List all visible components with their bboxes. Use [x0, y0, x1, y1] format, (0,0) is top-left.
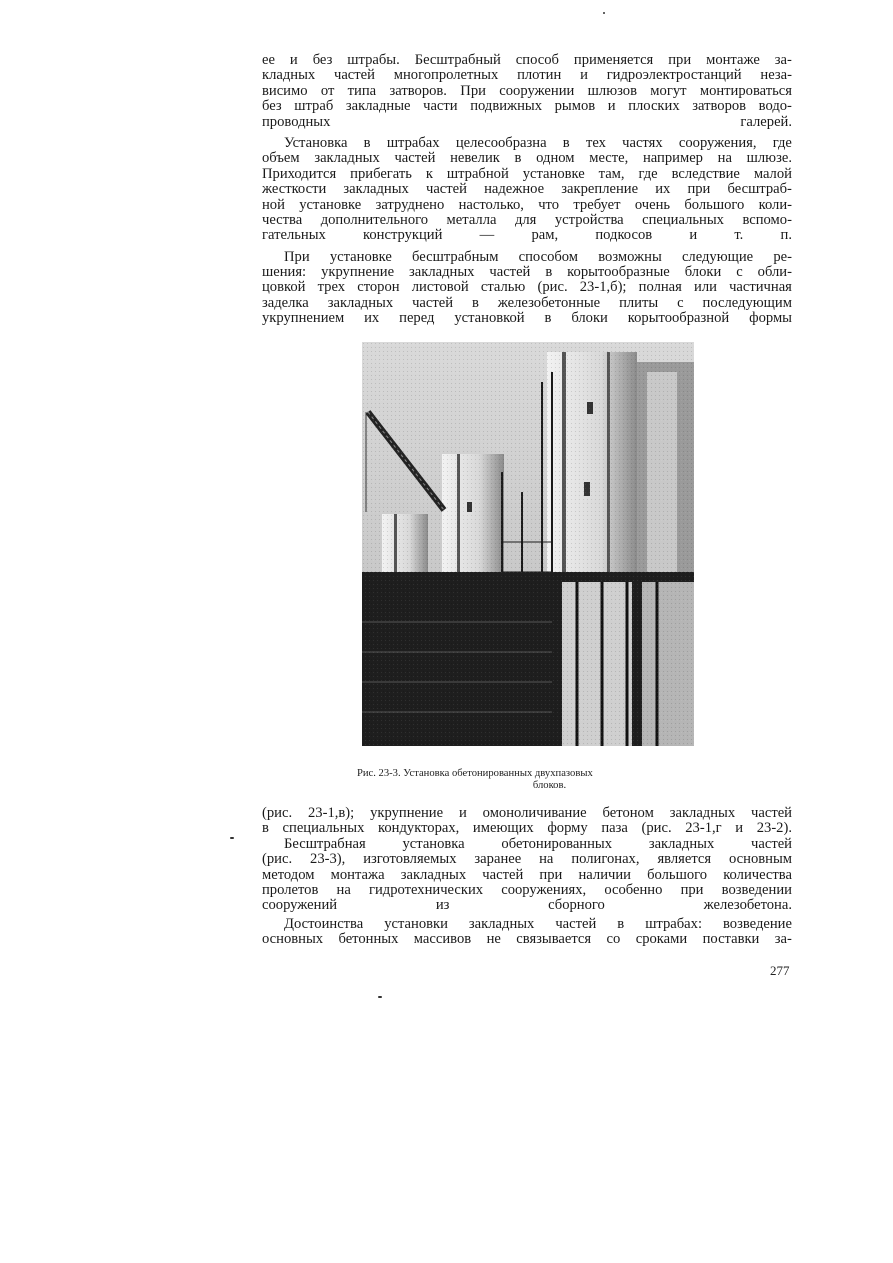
bottom-text-block — [262, 806, 792, 948]
caption-line: блоков. — [532, 779, 567, 791]
text-line: (рис. 23-1,в); укрупнение и омоноличивание бетоном закладных частей — [262, 805, 792, 821]
text-line: укрупнением их перед установкой в блоки корытообразной формы — [262, 310, 792, 327]
text-line: без штраб закладные части подвижных рымов и плоских затворов водо- — [262, 98, 792, 115]
text-line: Приходится прибегать к штрабной установке там, где вследствие малой — [262, 165, 792, 182]
page-number: 277 — [770, 963, 790, 978]
scan-speck — [378, 996, 382, 998]
caption-line: Рис. 23-3. Установка обетонированных двухпазовых — [357, 768, 593, 779]
text-line: в специальных кондукторах, имеющих форму паза (рис. 23-1,г и 23-2). — [262, 820, 792, 837]
scan-speck — [603, 12, 605, 14]
paragraph-6 — [262, 917, 792, 948]
text-line: Установка в штрабах целесообразна в тех частях сооружения, где — [284, 134, 792, 151]
photo-illustration — [362, 342, 694, 746]
paragraph-1 — [262, 53, 792, 130]
text-line: (рис. 23-3), изготовляемых заранее на полигонах, является основным — [262, 851, 792, 868]
text-line: методом монтажа закладных частей при наличии большого количества — [262, 866, 792, 883]
text-line: объем закладных частей невелик в одном месте, например на шлюзе. — [262, 150, 792, 167]
text-line: цовкой трех сторон листовой сталью (рис. 23-1,б); полная или частичная — [262, 279, 792, 296]
text-line: висимо от типа затворов. При сооружении шлюзов могут монтироваться — [262, 82, 792, 99]
paragraph-2 — [262, 136, 792, 244]
text-line: При установке бесштрабным способом возможны следующие ре- — [284, 248, 792, 265]
text-line: ной установке затруднено настолько, что требует очень большого коли- — [262, 196, 792, 213]
text-line: сооружений из сборного железобетона. — [262, 897, 792, 914]
paragraph-3 — [262, 250, 792, 327]
top-text-block — [262, 53, 792, 327]
text-line: ее и без штрабы. Бесштрабный способ применяется при монтаже за- — [262, 52, 792, 68]
text-line: гательных конструкций — рам, подкосов и т. п. — [262, 227, 792, 244]
text-line: кладных частей многопролетных плотин и гидроэлектростанций неза- — [262, 67, 792, 84]
text-line: чества дополнительного металла для устройства специальных вспомо- — [262, 211, 792, 228]
paragraph-5 — [262, 837, 792, 914]
text-line: Бесштрабная установка обетонированных закладных частей — [284, 835, 792, 852]
text-line: основных бетонных массивов не связывается со сроками поставки за- — [262, 931, 792, 948]
text-line: шения: укрупнение закладных частей в корытообразные блоки с обли- — [262, 264, 792, 281]
text-line: проводных галерей. — [262, 113, 792, 130]
text-line: жесткости закладных частей надежное закрепление их при бесштраб- — [262, 181, 792, 198]
text-line: пролетов на гидротехнических сооружениях, особенно при возведении — [262, 881, 792, 898]
scan-speck — [230, 837, 234, 839]
construction-photo — [362, 342, 694, 746]
figure-caption — [357, 768, 702, 791]
text-line: Достоинства установки закладных частей в штрабах: возведение — [284, 915, 792, 932]
paragraph-4 — [262, 806, 792, 837]
text-line: заделка закладных частей в железобетонные плиты с последующим — [262, 294, 792, 311]
